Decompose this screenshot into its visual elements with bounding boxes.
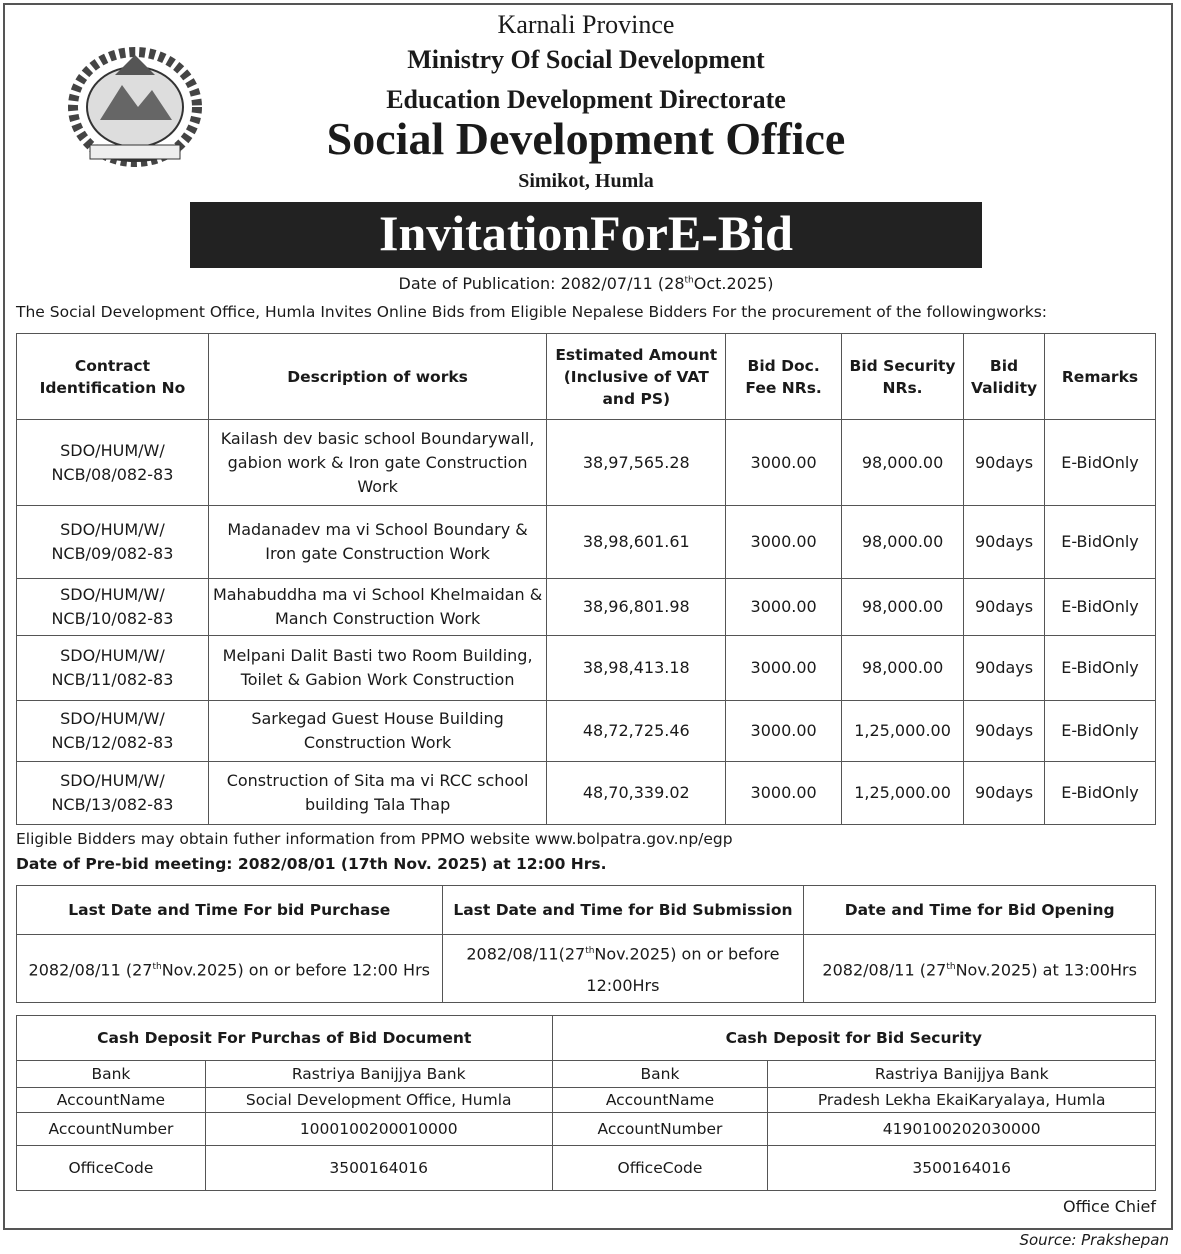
directorate-name: Education Development Directorate xyxy=(386,85,786,114)
col-contract-id: Contract Identification No xyxy=(17,334,209,420)
bid-security: 98,000.00 xyxy=(842,420,964,506)
col-opening-date: Date and Time for Bid Opening xyxy=(804,886,1156,935)
submission-date: 2082/08/11(27thNov.2025) on or before 12:00Hrs xyxy=(442,935,804,1003)
bid-security: 98,000.00 xyxy=(842,579,964,636)
contract-id: SDO/HUM/W/ NCB/12/082-83 xyxy=(17,701,209,762)
bid-security: 98,000.00 xyxy=(842,636,964,701)
table-row xyxy=(17,701,1156,762)
table-row xyxy=(17,1146,1156,1191)
deposit-value: Rastriya Banijjya Bank xyxy=(205,1061,552,1088)
remarks: E-BidOnly xyxy=(1045,636,1156,701)
contract-id: SDO/HUM/W/ NCB/08/082-83 xyxy=(17,420,209,506)
contract-id: SDO/HUM/W/ NCB/13/082-83 xyxy=(17,762,209,825)
table-row xyxy=(17,762,1156,825)
deposit-label: OfficeCode xyxy=(552,1146,768,1191)
work-description: Construction of Sita ma vi RCC school building Tala Thap xyxy=(208,762,547,825)
bid-doc-fee: 3000.00 xyxy=(726,506,842,579)
work-description: Mahabuddha ma vi School Khelmaidan & Manch Construction Work xyxy=(208,579,547,636)
bid-security-deposit-header: Cash Deposit for Bid Security xyxy=(552,1016,1155,1061)
source-credit: Source: Prakshepan xyxy=(1019,1231,1169,1249)
deposit-label: AccountNumber xyxy=(552,1113,768,1146)
remarks: E-BidOnly xyxy=(1045,762,1156,825)
bid-validity: 90days xyxy=(964,762,1045,825)
deposit-header-row xyxy=(17,1016,1156,1061)
work-description: Melpani Dalit Basti two Room Building, Toilet & Gabion Work Construction xyxy=(208,636,547,701)
bid-doc-fee: 3000.00 xyxy=(726,636,842,701)
info-note: Eligible Bidders may obtain futher information from PPMO website www.bolpatra.gov.np/egp xyxy=(16,830,733,848)
table-row xyxy=(17,1088,1156,1113)
deposit-label: OfficeCode xyxy=(17,1146,206,1191)
bid-validity: 90days xyxy=(964,636,1045,701)
office-chief-signature: Office Chief xyxy=(1062,1197,1156,1216)
estimated-amount: 38,96,801.98 xyxy=(547,579,726,636)
col-bid-validity: Bid Validity xyxy=(964,334,1045,420)
col-estimated-amount: Estimated Amount (Inclusive of VAT and PS) xyxy=(547,334,726,420)
deposit-label: AccountName xyxy=(17,1088,206,1113)
bid-validity: 90days xyxy=(964,579,1045,636)
purchase-date: 2082/08/11 (27thNov.2025) on or before 12:00 Hrs xyxy=(17,935,443,1003)
bid-validity: 90days xyxy=(964,420,1045,506)
dates-header-row xyxy=(17,886,1156,935)
deposit-table xyxy=(16,1015,1156,1191)
prebid-note: Date of Pre-bid meeting: 2082/08/01 (17th Nov. 2025) at 12:00 Hrs. xyxy=(16,855,607,873)
estimated-amount: 38,97,565.28 xyxy=(547,420,726,506)
table-row xyxy=(17,579,1156,636)
bid-security: 98,000.00 xyxy=(842,506,964,579)
bid-validity: 90days xyxy=(964,701,1045,762)
contract-id: SDO/HUM/W/ NCB/11/082-83 xyxy=(17,636,209,701)
bid-doc-fee: 3000.00 xyxy=(726,701,842,762)
contract-id: SDO/HUM/W/ NCB/10/082-83 xyxy=(17,579,209,636)
table-row xyxy=(17,636,1156,701)
deposit-value: 3500164016 xyxy=(205,1146,552,1191)
deposit-value: Pradesh Lekha EkaiKaryalaya, Humla xyxy=(768,1088,1156,1113)
remarks: E-BidOnly xyxy=(1045,701,1156,762)
deposit-value: Rastriya Banijjya Bank xyxy=(768,1061,1156,1088)
bid-security: 1,25,000.00 xyxy=(842,701,964,762)
publication-date: Date of Publication: 2082/07/11 (28thOct.2025) xyxy=(398,274,774,293)
office-name: Social Development Office xyxy=(326,113,846,164)
contract-id: SDO/HUM/W/ NCB/09/082-83 xyxy=(17,506,209,579)
bid-doc-fee: 3000.00 xyxy=(726,420,842,506)
bid-doc-fee: 3000.00 xyxy=(726,579,842,636)
deposit-label: Bank xyxy=(552,1061,768,1088)
deposit-label: Bank xyxy=(17,1061,206,1088)
province-name: Karnali Province xyxy=(497,10,675,39)
dates-value-row xyxy=(17,935,1156,1003)
work-description: Kailash dev basic school Boundarywall, gabion work & Iron gate Construction Work xyxy=(208,420,547,506)
estimated-amount: 48,72,725.46 xyxy=(547,701,726,762)
invitation-banner: InvitationForE-Bid xyxy=(190,202,982,268)
col-bid-doc-fee: Bid Doc. Fee NRs. xyxy=(726,334,842,420)
bid-doc-fee: 3000.00 xyxy=(726,762,842,825)
ministry-name: Ministry Of Social Development xyxy=(407,45,765,74)
estimated-amount: 38,98,413.18 xyxy=(547,636,726,701)
deposit-label: AccountNumber xyxy=(17,1113,206,1146)
remarks: E-BidOnly xyxy=(1045,506,1156,579)
dates-table xyxy=(16,885,1156,1003)
estimated-amount: 38,98,601.61 xyxy=(547,506,726,579)
opening-date: 2082/08/11 (27thNov.2025) at 13:00Hrs xyxy=(804,935,1156,1003)
deposit-label: AccountName xyxy=(552,1088,768,1113)
table-row xyxy=(17,1113,1156,1146)
bid-document-deposit-header: Cash Deposit For Purchas of Bid Document xyxy=(17,1016,553,1061)
remarks: E-BidOnly xyxy=(1045,579,1156,636)
deposit-value: 3500164016 xyxy=(768,1146,1156,1191)
work-description: Madanadev ma vi School Boundary & Iron gate Construction Work xyxy=(208,506,547,579)
col-description: Description of works xyxy=(208,334,547,420)
estimated-amount: 48,70,339.02 xyxy=(547,762,726,825)
bid-validity: 90days xyxy=(964,506,1045,579)
works-table xyxy=(16,333,1156,825)
table-row xyxy=(17,506,1156,579)
col-submission-date: Last Date and Time for Bid Submission xyxy=(442,886,804,935)
work-description: Sarkegad Guest House Building Construction Work xyxy=(208,701,547,762)
col-bid-security: Bid Security NRs. xyxy=(842,334,964,420)
deposit-value: 4190100202030000 xyxy=(768,1113,1156,1146)
works-header-row xyxy=(17,334,1156,420)
office-location: Simikot, Humla xyxy=(518,170,654,192)
col-remarks: Remarks xyxy=(1045,334,1156,420)
intro-text: The Social Development Office, Humla Invites Online Bids from Eligible Nepalese Bidders For the procurement of the followingworks: xyxy=(16,303,1048,321)
nepal-emblem-icon xyxy=(60,45,210,175)
deposit-value: Social Development Office, Humla xyxy=(205,1088,552,1113)
deposit-value: 1000100200010000 xyxy=(205,1113,552,1146)
col-purchase-date: Last Date and Time For bid Purchase xyxy=(17,886,443,935)
table-row xyxy=(17,1061,1156,1088)
bid-security: 1,25,000.00 xyxy=(842,762,964,825)
table-row xyxy=(17,420,1156,506)
remarks: E-BidOnly xyxy=(1045,420,1156,506)
